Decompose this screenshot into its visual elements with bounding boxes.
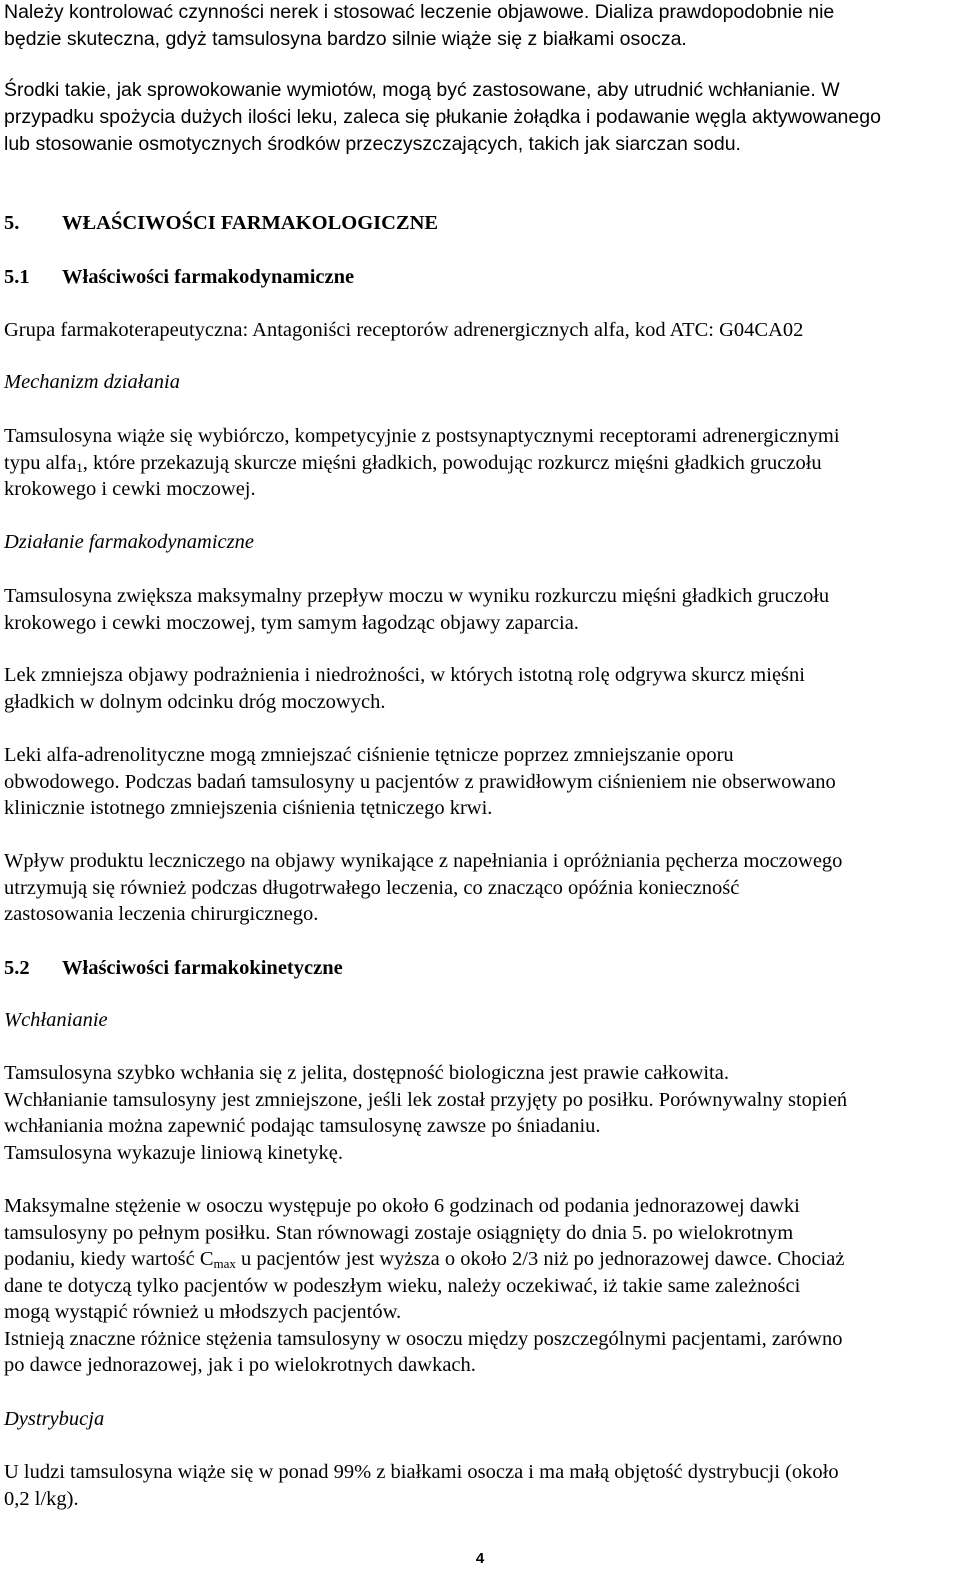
section-number: 5.1 [4,266,30,288]
section-5-heading [4,210,956,236]
text-line: Lek zmniejsza objawy podrażnienia i niedrożności, w których istotną rolę odgrywa skurcz mięśni [4,664,805,686]
text-line: Działanie farmakodynamiczne [4,531,254,553]
text-line: U ludzi tamsulosyna wiąże się w ponad 99% z białkami osocza i ma małą objętość dystrybucji (około [4,1461,839,1483]
section-5-1-heading [4,264,956,290]
text-line: tamsulosyny po pełnym posiłku. Stan równowagi zostaje osiągnięty do dnia 5. po wielokrotnym [4,1221,794,1244]
pharmacodynamic-paragraph-2 [4,662,956,715]
text-line: Maksymalne stężenie w osoczu występuje po około 6 godzinach od podania jednorazowej dawki [4,1195,800,1217]
text-line: będzie skuteczna, gdyż tamsulosyna bardzo silnie wiąże się z białkami osocza. [4,28,687,50]
absorption-subheading [4,1007,956,1034]
text-line: obwodowego. Podczas badań tamsulosyny u pacjentów z prawidłowym ciśnieniem nie obserwowano [4,770,836,793]
absorption-paragraph-1 [4,1060,956,1166]
text-fragment: podaniu, kiedy wartość C [4,1248,214,1270]
section-title: Właściwości farmakodynamiczne [62,266,355,288]
section-number: 5.2 [4,957,30,979]
overdose-intro-paragraph [4,0,956,53]
text-fragment: , które przekazują skurcze mięśni gładkich, powodując rozkurcz mięśni gładkich gruczołu [82,451,822,474]
page-number: 4 [475,1550,485,1567]
text-line: klinicznie istotnego zmniejszenia ciśnienia tętniczego krwi. [4,797,493,819]
text-line: Wchłanianie tamsulosyny jest zmniejszone, jeśli lek został przyjęty po posiłku. Porównywalny stopień [4,1088,848,1111]
subscript: max [213,1256,236,1271]
pharmacodynamic-paragraph-1 [4,583,956,636]
text-line: zastosowania leczenia chirurgicznego. [4,903,319,925]
text-line: Mechanizm działania [4,371,180,393]
section-title: Właściwości farmakokinetyczne [62,957,343,979]
text-line: Grupa farmakoterapeutyczna: Antagoniści receptorów adrenergicznych alfa, kod ATC: G04CA02 [4,319,804,341]
text-line: gładkich w dolnym odcinku dróg moczowych. [4,690,386,713]
text-line: 0,2 l/kg). [4,1487,79,1510]
text-line: Tamsulosyna szybko wchłania się z jelita, dostępność biologiczna jest prawie całkowita. [4,1062,729,1084]
overdose-measures-paragraph [4,77,956,158]
pharmacodynamic-subheading [4,529,956,556]
text-fragment: typu alfa [4,451,77,474]
subscript: 1 [76,459,83,475]
distribution-subheading [4,1406,956,1433]
text-line: Wchłanianie [4,1009,108,1031]
text-line: dane te dotyczą tylko pacjentów w podeszłym wieku, należy oczekiwać, iż takie same zależności [4,1274,801,1297]
text-line: krokowego i cewki moczowej, tym samym łagodząc objawy zaparcia. [4,611,579,634]
text-line: Tamsulosyna wiąże się wybiórczo, kompetycyjnie z postsynaptycznymi receptorami adrenergicznymi [4,425,840,447]
text-fragment: u pacjentów jest wyższa o około 2/3 niż po jednorazowej dawce. Chociaż [235,1248,845,1270]
mechanism-paragraph [4,423,956,503]
text-line: Tamsulosyna zwiększa maksymalny przepływ moczu w wyniku rozkurczu mięśni gładkich gruczołu [4,585,830,607]
pharmacodynamic-paragraph-3 [4,742,956,822]
text-line [4,450,956,477]
text-line: Dystrybucja [4,1408,105,1430]
text-line: Należy kontrolować czynności nerek i stosować leczenie objawowe. Dializa prawdopodobnie nie [4,1,835,23]
text-line: po dawce jednorazowej, jak i po wielokrotnych dawkach. [4,1354,476,1376]
text-line: Środki takie, jak sprowokowanie wymiotów, mogą być zastosowane, aby utrudnić wchłanianie. W [4,79,840,101]
text-line: Wpływ produktu leczniczego na objawy wynikające z napełniania i opróżniania pęcherza moczowego [4,850,843,872]
text-line: utrzymują się również podczas długotrwałego leczenia, co znacząco opóźnia konieczność [4,876,740,899]
absorption-paragraph-2 [4,1193,956,1379]
text-line: przypadku spożycia dużych ilości leku, zaleca się płukanie żołądka i podawanie węgla aktywowanego [4,106,881,128]
text-line: Tamsulosyna wykazuje liniową kinetykę. [4,1141,344,1164]
text-line: lub stosowanie osmotycznych środków przeczyszczających, takich jak siarczan sodu. [4,133,741,155]
pharmacodynamic-paragraph-4 [4,848,956,928]
mechanism-subheading [4,369,956,396]
section-5-2-heading [4,955,956,981]
text-line: Leki alfa-adrenolityczne mogą zmniejszać ciśnienie tętnicze poprzez zmniejszanie oporu [4,744,734,766]
section-number: 5. [4,212,20,234]
text-line: Istnieją znaczne różnice stężenia tamsulosyny w osoczu między poszczególnymi pacjentami, zarówno [4,1327,843,1350]
text-line: krokowego i cewki moczowej. [4,478,256,500]
text-line [4,1246,956,1273]
pharmacotherapeutic-group [4,317,956,344]
distribution-paragraph [4,1459,956,1512]
text-line: wchłaniania można zapewnić podając tamsulosynę zawsze po śniadaniu. [4,1115,601,1137]
section-title: WŁAŚCIWOŚCI FARMAKOLOGICZNE [62,212,439,234]
text-line: mogą wystąpić również u młodszych pacjentów. [4,1301,402,1323]
